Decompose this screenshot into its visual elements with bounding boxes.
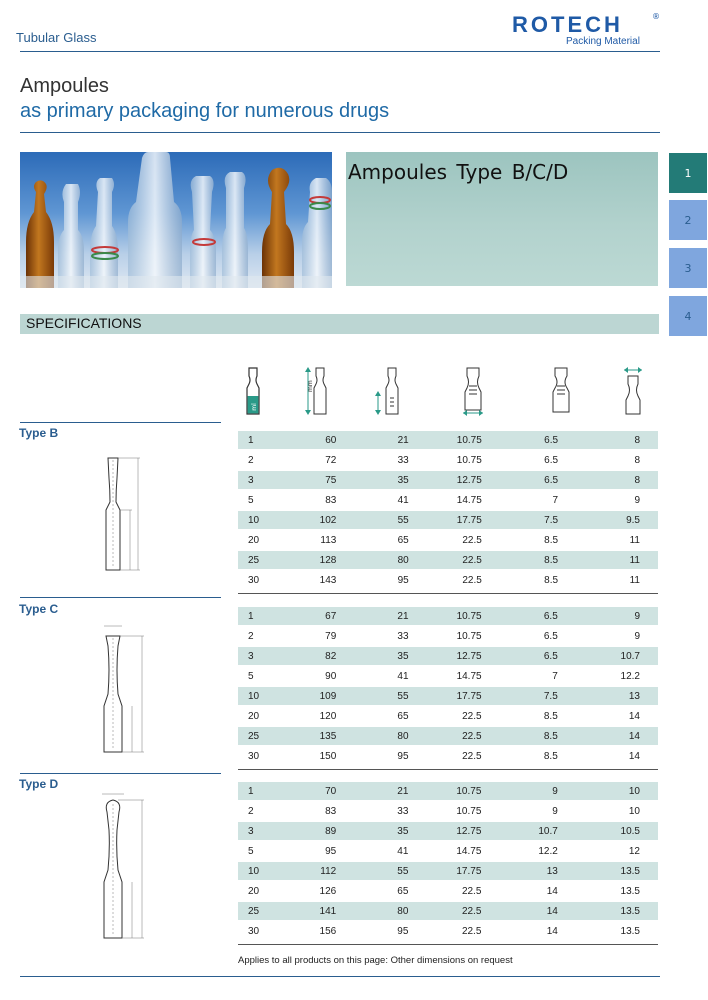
table-row xyxy=(238,686,658,706)
table-cell: 8 xyxy=(558,450,658,470)
table-cell: 6.5 xyxy=(482,646,558,666)
table-cell: 25 xyxy=(238,550,286,570)
table-cell: 17.75 xyxy=(409,510,482,530)
table-cell: 10.7 xyxy=(481,821,557,841)
table-row xyxy=(238,470,658,490)
table-cell: 12.75 xyxy=(408,821,481,841)
table-cell: 120 xyxy=(286,706,336,726)
table-cell: 10 xyxy=(238,510,286,530)
page-tab-1[interactable]: 1 xyxy=(669,153,707,193)
table-cell: 22.5 xyxy=(408,881,481,901)
table-row xyxy=(238,607,658,626)
page-subtitle: as primary packaging for numerous drugs xyxy=(20,100,390,122)
type-c-rule xyxy=(20,597,221,598)
table-row xyxy=(238,801,658,821)
table-cell: 72 xyxy=(286,450,336,470)
ampoules-photo-art xyxy=(20,152,332,288)
table-cell: 95 xyxy=(336,746,408,766)
table-cell: 8.5 xyxy=(482,706,558,726)
table-cell: 12.75 xyxy=(409,646,482,666)
type-d-drawing xyxy=(90,790,160,950)
table-cell: 41 xyxy=(336,666,408,686)
table-cell: 21 xyxy=(336,607,408,626)
type-b-table xyxy=(238,431,658,591)
table-cell: 10.75 xyxy=(408,782,481,801)
table-cell: 1 xyxy=(238,431,286,450)
table-row xyxy=(238,782,658,801)
page-title: Ampoules xyxy=(20,75,109,97)
total-height-mm-icon xyxy=(302,366,322,416)
type-banner-text: Ampoules Type B/C/D xyxy=(348,160,569,184)
table-cell: 89 xyxy=(286,821,336,841)
table-cell: 70 xyxy=(286,782,336,801)
table-cell: 3 xyxy=(238,646,286,666)
table-cell: 13.5 xyxy=(558,881,658,901)
table-row xyxy=(238,666,658,686)
table-row xyxy=(238,510,658,530)
table-row xyxy=(238,881,658,901)
table-cell: 7 xyxy=(482,490,558,510)
table-row xyxy=(238,646,658,666)
table-cell: 90 xyxy=(286,666,336,686)
table-cell: 128 xyxy=(286,550,336,570)
table-cell: 79 xyxy=(286,626,336,646)
table-cell: 83 xyxy=(286,490,336,510)
table-cell: 22.5 xyxy=(409,530,482,550)
table-cell: 9.5 xyxy=(558,510,658,530)
section-label: Tubular Glass xyxy=(16,30,97,45)
table-cell: 21 xyxy=(336,431,408,450)
type-d-table-bottom xyxy=(238,944,658,945)
table-cell: 35 xyxy=(336,646,408,666)
type-c-label: Type C xyxy=(19,602,59,616)
ampoules-photo xyxy=(20,152,332,288)
table-cell: 8.5 xyxy=(482,726,558,746)
table-cell: 13.5 xyxy=(558,861,658,881)
table-cell: 102 xyxy=(286,510,336,530)
table-cell: 82 xyxy=(286,646,336,666)
table-cell: 80 xyxy=(336,726,408,746)
table-cell: 1 xyxy=(238,607,286,626)
table-cell: 10.75 xyxy=(409,607,482,626)
table-cell: 6.5 xyxy=(482,626,558,646)
table-cell: 3 xyxy=(238,470,286,490)
head-diameter-icon xyxy=(622,366,642,416)
specifications-heading: SPECIFICATIONS xyxy=(26,315,142,331)
table-cell: 9 xyxy=(481,782,557,801)
type-d-label: Type D xyxy=(19,777,59,791)
table-cell: 67 xyxy=(286,607,336,626)
table-cell: 13 xyxy=(558,686,658,706)
brand-logo xyxy=(512,12,662,47)
table-cell: 33 xyxy=(336,801,408,821)
table-row xyxy=(238,626,658,646)
table-cell: 10.75 xyxy=(408,801,481,821)
table-cell: 22.5 xyxy=(408,921,481,941)
table-cell: 14 xyxy=(481,921,557,941)
table-cell: 30 xyxy=(238,570,286,590)
table-cell: 143 xyxy=(286,570,336,590)
type-banner xyxy=(346,152,658,286)
page-tab-3[interactable]: 3 xyxy=(669,248,707,288)
table-cell: 10.75 xyxy=(409,431,482,450)
brand-tagline: Packing Material xyxy=(566,36,640,47)
table-cell: 10 xyxy=(238,686,286,706)
table-cell: 22.5 xyxy=(409,570,482,590)
table-cell: 10 xyxy=(238,861,286,881)
table-cell: 8 xyxy=(558,470,658,490)
table-cell: 8.5 xyxy=(482,746,558,766)
table-row xyxy=(238,746,658,766)
table-cell: 5 xyxy=(238,841,286,861)
table-cell: 41 xyxy=(336,841,408,861)
type-b-table-bottom xyxy=(238,593,658,594)
type-b-rule xyxy=(20,422,221,423)
table-cell: 8 xyxy=(558,431,658,450)
table-row xyxy=(238,450,658,470)
table-cell: 1 xyxy=(238,782,286,801)
table-cell: 2 xyxy=(238,450,286,470)
table-cell: 11 xyxy=(558,570,658,590)
table-cell: 7.5 xyxy=(482,686,558,706)
table-cell: 9 xyxy=(481,801,557,821)
table-cell: 22.5 xyxy=(409,746,482,766)
table-cell: 109 xyxy=(286,686,336,706)
registered-mark: ® xyxy=(652,12,660,21)
table-row xyxy=(238,901,658,921)
table-cell: 95 xyxy=(336,921,408,941)
table-cell: 17.75 xyxy=(408,861,481,881)
table-cell: 14 xyxy=(558,726,658,746)
table-cell: 135 xyxy=(286,726,336,746)
table-cell: 80 xyxy=(336,901,408,921)
table-cell: 33 xyxy=(336,450,408,470)
table-cell: 6.5 xyxy=(482,607,558,626)
page-tab-4[interactable]: 4 xyxy=(669,296,707,336)
table-cell: 150 xyxy=(286,746,336,766)
type-b-label: Type B xyxy=(19,426,59,440)
table-cell: 7.5 xyxy=(482,510,558,530)
table-cell: 20 xyxy=(238,706,286,726)
body-diameter-icon xyxy=(460,366,480,416)
title-rule xyxy=(20,132,660,133)
table-row xyxy=(238,550,658,570)
table-cell: 5 xyxy=(238,666,286,686)
table-cell: 11 xyxy=(558,530,658,550)
table-cell: 75 xyxy=(286,470,336,490)
table-cell: 13.5 xyxy=(558,901,658,921)
table-cell: 10.7 xyxy=(558,646,658,666)
table-cell: 141 xyxy=(286,901,336,921)
table-cell: 10 xyxy=(558,782,658,801)
body-height-icon xyxy=(372,366,392,416)
table-cell: 10.5 xyxy=(558,821,658,841)
table-cell: 35 xyxy=(336,821,408,841)
volume-ml-icon xyxy=(243,366,263,416)
table-row xyxy=(238,706,658,726)
type-d-table xyxy=(238,782,658,942)
table-cell: 65 xyxy=(336,530,408,550)
table-cell: 9 xyxy=(558,490,658,510)
table-cell: 60 xyxy=(286,431,336,450)
footnote: Applies to all products on this page: Other dimensions on request xyxy=(238,955,513,966)
table-cell: 33 xyxy=(336,626,408,646)
table-cell: 25 xyxy=(238,726,286,746)
table-cell: 5 xyxy=(238,490,286,510)
table-row xyxy=(238,861,658,881)
table-cell: 8.5 xyxy=(482,530,558,550)
table-cell: 22.5 xyxy=(409,550,482,570)
header-rule xyxy=(20,51,660,52)
table-row xyxy=(238,821,658,841)
table-cell: 156 xyxy=(286,921,336,941)
table-cell: 113 xyxy=(286,530,336,550)
table-cell: 12.2 xyxy=(481,841,557,861)
table-cell: 22.5 xyxy=(409,726,482,746)
table-cell: 12 xyxy=(558,841,658,861)
table-row xyxy=(238,490,658,510)
table-cell: 112 xyxy=(286,861,336,881)
table-cell: 6.5 xyxy=(482,470,558,490)
table-cell: 22.5 xyxy=(409,706,482,726)
type-c-table-bottom xyxy=(238,769,658,770)
table-cell: 8.5 xyxy=(482,570,558,590)
table-cell: 2 xyxy=(238,626,286,646)
table-cell: 7 xyxy=(482,666,558,686)
table-cell: 2 xyxy=(238,801,286,821)
table-cell: 41 xyxy=(336,490,408,510)
table-cell: 126 xyxy=(286,881,336,901)
table-cell: 55 xyxy=(336,861,408,881)
table-cell: 6.5 xyxy=(482,431,558,450)
table-cell: 21 xyxy=(336,782,408,801)
table-cell: 10.75 xyxy=(409,450,482,470)
table-cell: 95 xyxy=(336,570,408,590)
table-cell: 55 xyxy=(336,510,408,530)
table-cell: 30 xyxy=(238,746,286,766)
table-cell: 17.75 xyxy=(409,686,482,706)
table-cell: 9 xyxy=(558,626,658,646)
page-tab-2[interactable]: 2 xyxy=(669,200,707,240)
table-cell: 80 xyxy=(336,550,408,570)
table-cell: 20 xyxy=(238,881,286,901)
footer-rule xyxy=(20,976,660,977)
table-cell: 12.2 xyxy=(558,666,658,686)
table-cell: 13 xyxy=(481,861,557,881)
table-cell: 10 xyxy=(558,801,658,821)
table-cell: 83 xyxy=(286,801,336,821)
table-cell: 3 xyxy=(238,821,286,841)
table-cell: 35 xyxy=(336,470,408,490)
table-cell: 6.5 xyxy=(482,450,558,470)
table-cell: 13.5 xyxy=(558,921,658,941)
table-cell: 14 xyxy=(481,881,557,901)
table-row xyxy=(238,431,658,450)
table-cell: 30 xyxy=(238,921,286,941)
table-cell: 11 xyxy=(558,550,658,570)
table-cell: 22.5 xyxy=(408,901,481,921)
table-cell: 14 xyxy=(558,746,658,766)
table-cell: 25 xyxy=(238,901,286,921)
table-cell: 10.75 xyxy=(409,626,482,646)
brand-name: ROTECH xyxy=(512,12,623,37)
table-row xyxy=(238,570,658,590)
type-d-rule xyxy=(20,773,221,774)
table-cell: 14.75 xyxy=(408,841,481,861)
table-row xyxy=(238,726,658,746)
table-row xyxy=(238,921,658,941)
type-c-table xyxy=(238,607,658,767)
table-cell: 14.75 xyxy=(409,666,482,686)
ml-unit-label: ml xyxy=(251,403,258,411)
table-cell: 9 xyxy=(558,607,658,626)
table-cell: 55 xyxy=(336,686,408,706)
table-cell: 14 xyxy=(558,706,658,726)
mm-unit-label: mm xyxy=(307,380,314,392)
table-cell: 65 xyxy=(336,706,408,726)
table-cell: 12.75 xyxy=(409,470,482,490)
specifications-bar xyxy=(20,314,659,334)
table-cell: 20 xyxy=(238,530,286,550)
table-row xyxy=(238,530,658,550)
table-cell: 14.75 xyxy=(409,490,482,510)
table-row xyxy=(238,841,658,861)
type-c-drawing xyxy=(90,614,160,774)
neck-diameter-icon xyxy=(549,366,569,416)
table-cell: 8.5 xyxy=(482,550,558,570)
table-cell: 65 xyxy=(336,881,408,901)
table-cell: 95 xyxy=(286,841,336,861)
type-b-drawing xyxy=(90,440,160,600)
table-cell: 14 xyxy=(481,901,557,921)
